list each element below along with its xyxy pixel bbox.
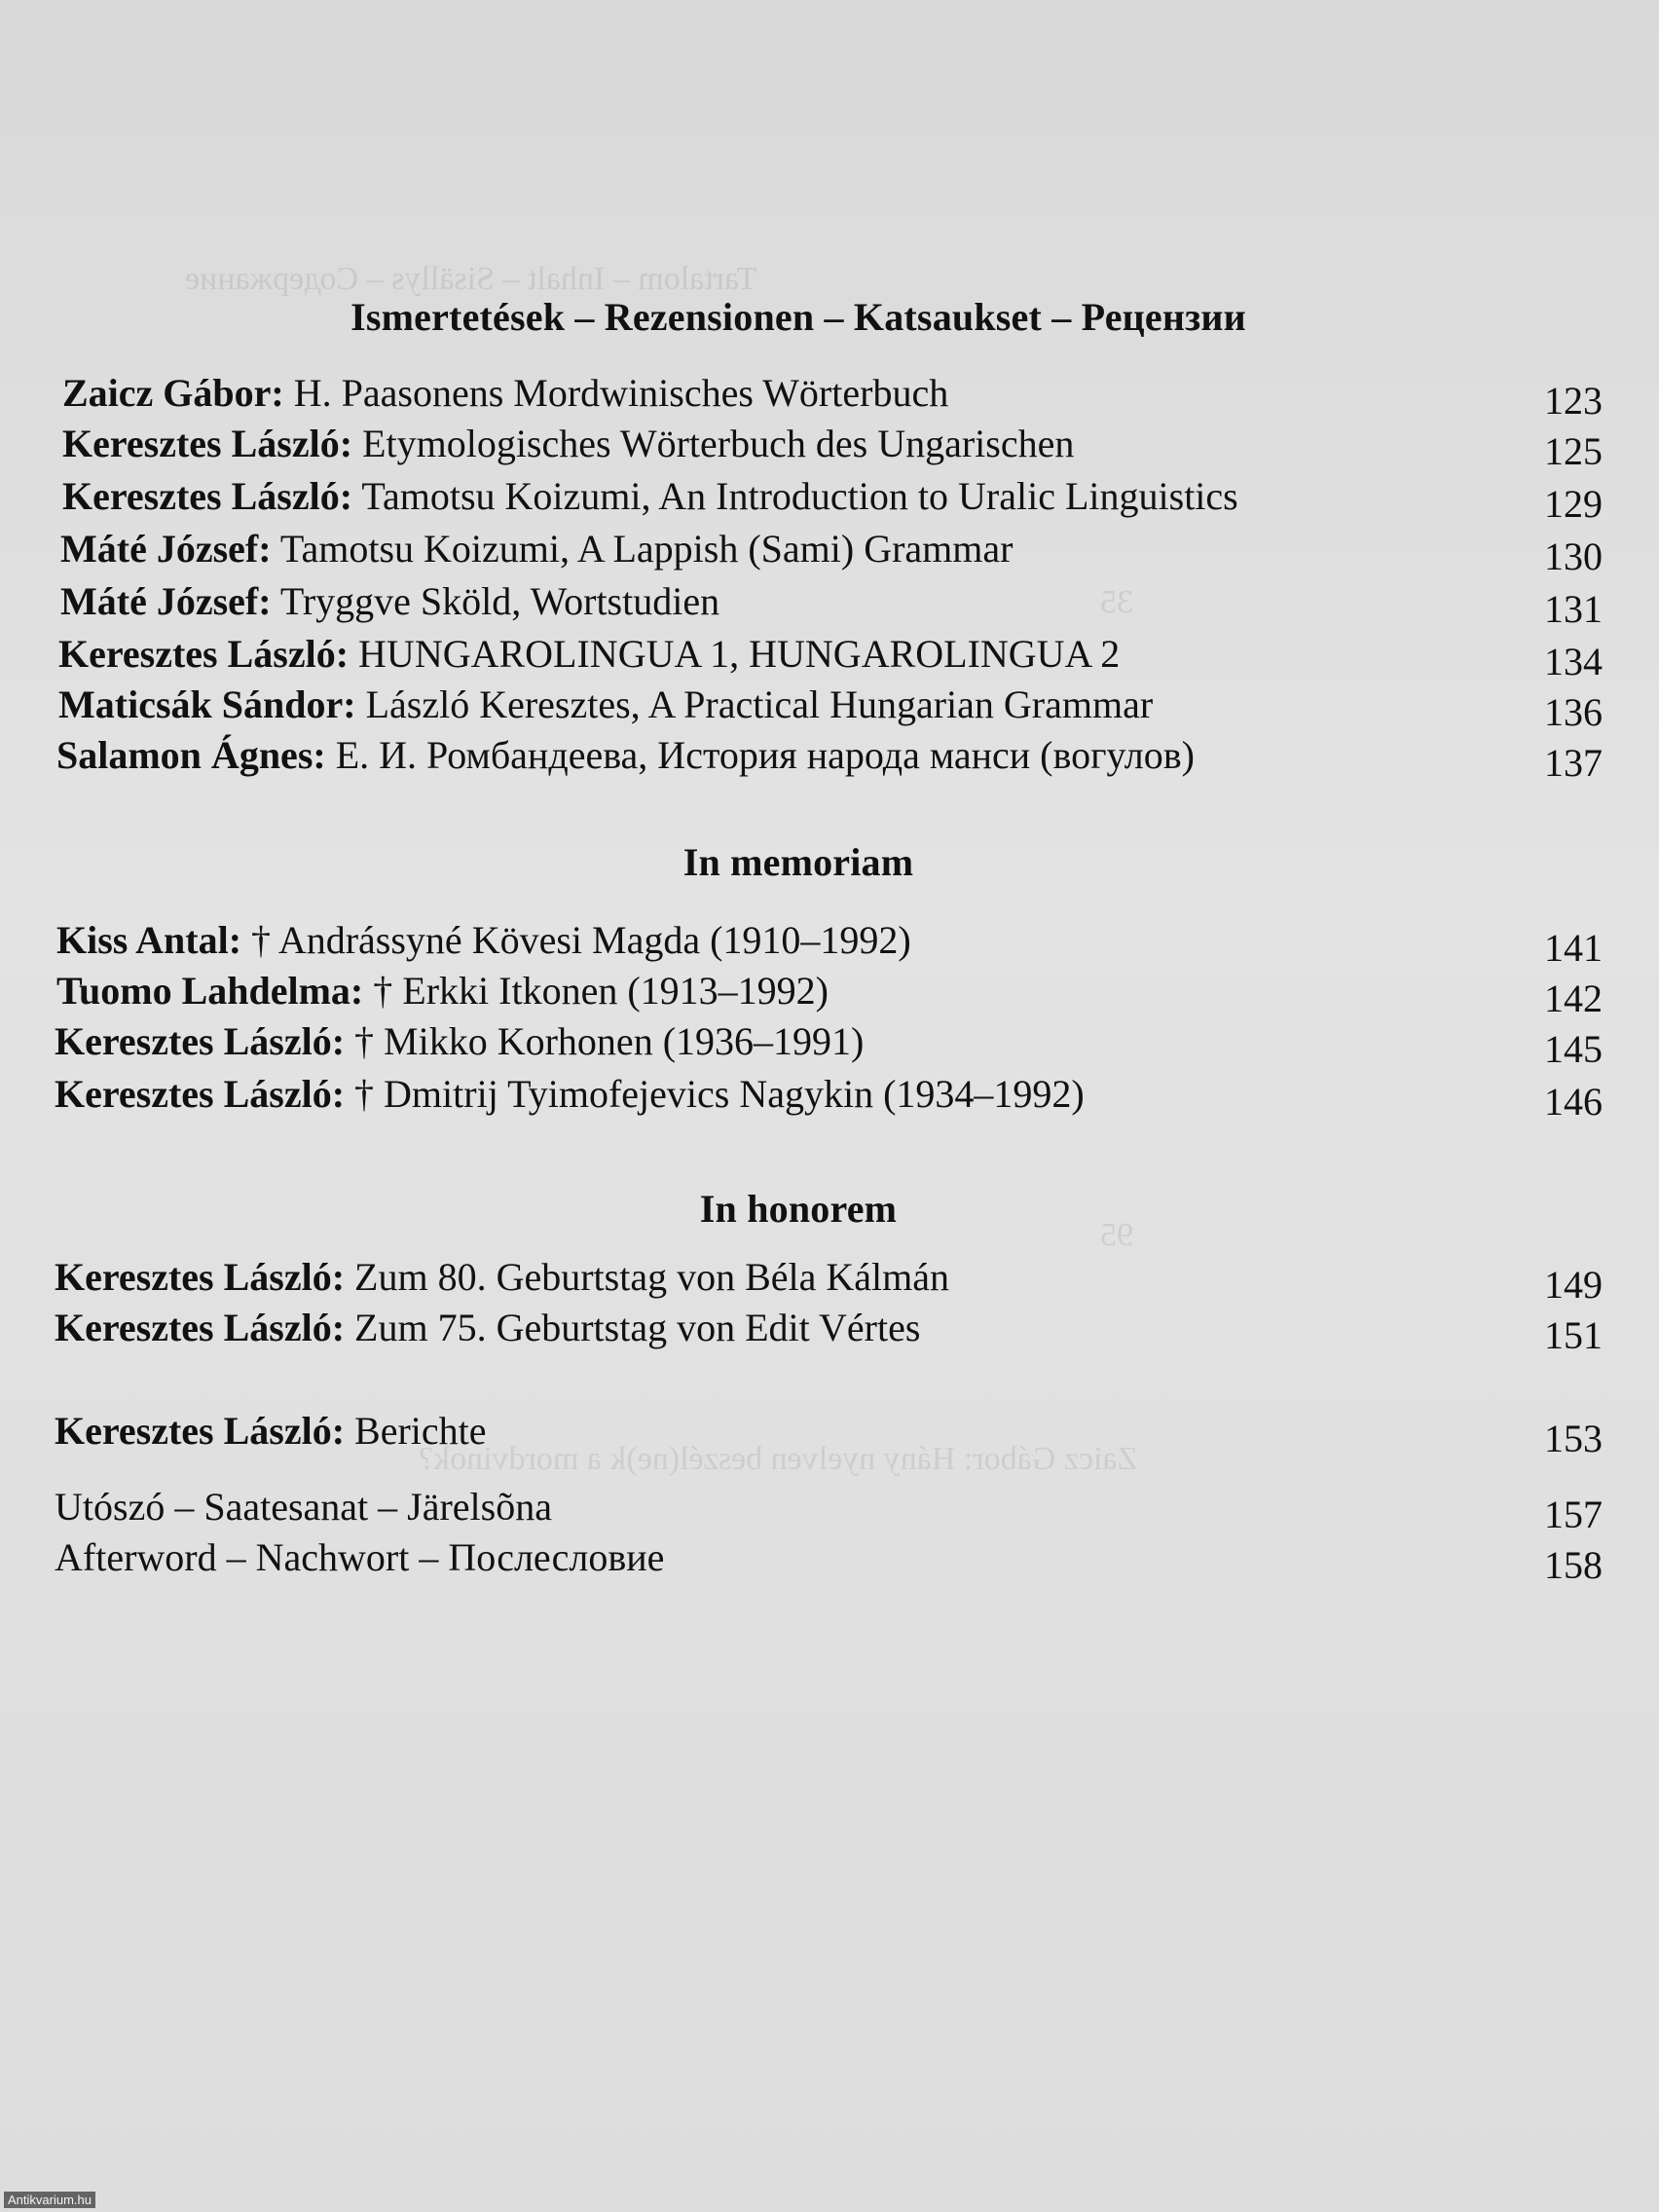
- toc-entry-text: [60, 526, 1013, 571]
- toc-entry-text: [62, 370, 948, 416]
- toc-entry: [0, 682, 1659, 732]
- entry-author: Keresztes László:: [55, 1019, 346, 1063]
- toc-entry-text: [55, 1534, 664, 1580]
- toc-entry-text: [55, 1408, 487, 1454]
- entry-page-number: 131: [1544, 587, 1603, 631]
- toc-entry: [0, 1408, 1659, 1458]
- entry-author: Keresztes László:: [55, 1409, 346, 1453]
- toc-entry-text: [58, 631, 1120, 677]
- entry-author: Keresztes László:: [55, 1255, 346, 1299]
- entry-title: † Mikko Korhonen (1936–1991): [354, 1019, 865, 1063]
- entry-page-number: 151: [1544, 1313, 1603, 1357]
- entry-author: Máté József:: [60, 527, 272, 571]
- entry-author: Kiss Antal:: [56, 918, 242, 962]
- entry-page-number: 130: [1544, 535, 1603, 578]
- entry-title: † Erkki Itkonen (1913–1992): [373, 969, 829, 1013]
- entry-title: † Dmitrij Tyimofejevics Nagykin (1934–1992): [354, 1072, 1085, 1116]
- entry-title: Etymologisches Wörterbuch des Ungarischen: [362, 422, 1075, 465]
- entry-author: Máté József:: [60, 579, 272, 623]
- toc-entry-text: [56, 732, 1195, 778]
- toc-entry: [0, 578, 1659, 629]
- entry-page-number: 141: [1544, 926, 1603, 970]
- entry-title: Tryggve Sköld, Wortstudien: [279, 579, 720, 623]
- toc-entry-text: [58, 682, 1153, 727]
- entry-author: Salamon Ágnes:: [56, 733, 326, 777]
- entry-title: † Andrássyné Kövesi Magda (1910–1992): [251, 918, 911, 962]
- entry-author: Keresztes László:: [62, 474, 353, 518]
- toc-entry: [0, 1484, 1659, 1534]
- reviews-heading: Ismertetések – Rezensionen – Katsaukset – Рецензии: [350, 295, 1246, 339]
- entry-page-number: 137: [1544, 741, 1603, 785]
- toc-entry: [0, 1254, 1659, 1305]
- entry-title: H. Paasonens Mordwinisches Wörterbuch: [293, 371, 949, 415]
- toc-entry-text: [56, 968, 829, 1014]
- entry-page-number: 157: [1544, 1493, 1603, 1536]
- toc-entry-text: [55, 1254, 949, 1300]
- entry-title: Zum 75. Geburtstag von Edit Vértes: [354, 1306, 921, 1349]
- entry-author: Maticsák Sándor:: [58, 682, 356, 726]
- toc-entry: [0, 1534, 1659, 1585]
- entry-page-number: 129: [1544, 482, 1603, 526]
- bleed-through-text: Tartalom – Inhalt – Sisällys – Содержание 35 95 Zaicz Gábor: Hány nyelven beszél(ne)k a mordvinok?: [185, 261, 1138, 1477]
- toc-entry: [0, 917, 1659, 968]
- toc-entry: [0, 1305, 1659, 1355]
- memoriam-heading: In memoriam: [682, 840, 914, 884]
- toc-entry: [0, 1018, 1659, 1069]
- entry-page-number: 134: [1544, 640, 1603, 683]
- toc-entry-text: [62, 421, 1074, 466]
- entry-title: Berichte: [354, 1409, 487, 1453]
- entry-page-number: 136: [1544, 690, 1603, 734]
- entry-title: Е. И. Ромбандеева, История народа манси (вогулов): [335, 733, 1195, 777]
- entry-page-number: 125: [1544, 429, 1603, 473]
- entry-title: László Keresztes, A Practical Hungarian Grammar: [365, 682, 1154, 726]
- toc-entry-text: [55, 1018, 864, 1064]
- entry-page-number: 149: [1544, 1263, 1603, 1307]
- entry-author: Keresztes László:: [62, 422, 353, 465]
- toc-entry: [0, 732, 1659, 783]
- entry-title: Utószó – Saatesanat – Järelsõna: [55, 1485, 552, 1529]
- entry-author: Tuomo Lahdelma:: [56, 969, 364, 1013]
- toc-entry: [0, 421, 1659, 471]
- toc-entry: [0, 473, 1659, 524]
- toc-entry: [0, 1071, 1659, 1122]
- honorem-heading: In honorem: [699, 1187, 898, 1231]
- toc-entry-text: [60, 578, 719, 624]
- entry-page-number: 142: [1544, 977, 1603, 1020]
- entry-author: Keresztes László:: [55, 1072, 346, 1116]
- entry-title: HUNGAROLINGUA 1, HUNGAROLINGUA 2: [358, 632, 1121, 676]
- entry-title: Tamotsu Koizumi, A Lappish (Sami) Grammar: [279, 527, 1014, 571]
- toc-entry-text: [56, 917, 911, 963]
- entry-page-number: 153: [1544, 1417, 1603, 1460]
- entry-page-number: 158: [1544, 1543, 1603, 1587]
- entry-author: Zaicz Gábor:: [62, 371, 284, 415]
- entry-author: Keresztes László:: [58, 632, 350, 676]
- entry-page-number: 146: [1544, 1080, 1603, 1124]
- toc-entry: [0, 631, 1659, 682]
- watermark: Antikvarium.hu: [4, 2192, 95, 2208]
- entry-author: Keresztes László:: [55, 1306, 346, 1349]
- entry-title: Zum 80. Geburtstag von Béla Kálmán: [354, 1255, 950, 1299]
- entry-page-number: 123: [1544, 379, 1603, 423]
- entry-title: Tamotsu Koizumi, An Introduction to Uralic Linguistics: [361, 474, 1238, 518]
- entry-page-number: 145: [1544, 1027, 1603, 1071]
- toc-entry-text: [55, 1305, 920, 1350]
- toc-entry-text: [55, 1484, 552, 1530]
- toc-entry: [0, 370, 1659, 421]
- toc-entry: [0, 526, 1659, 576]
- entry-title: Afterword – Nachwort – Послесловие: [55, 1535, 665, 1579]
- toc-entry: [0, 968, 1659, 1018]
- toc-entry-text: [62, 473, 1238, 519]
- toc-entry-text: [55, 1071, 1085, 1117]
